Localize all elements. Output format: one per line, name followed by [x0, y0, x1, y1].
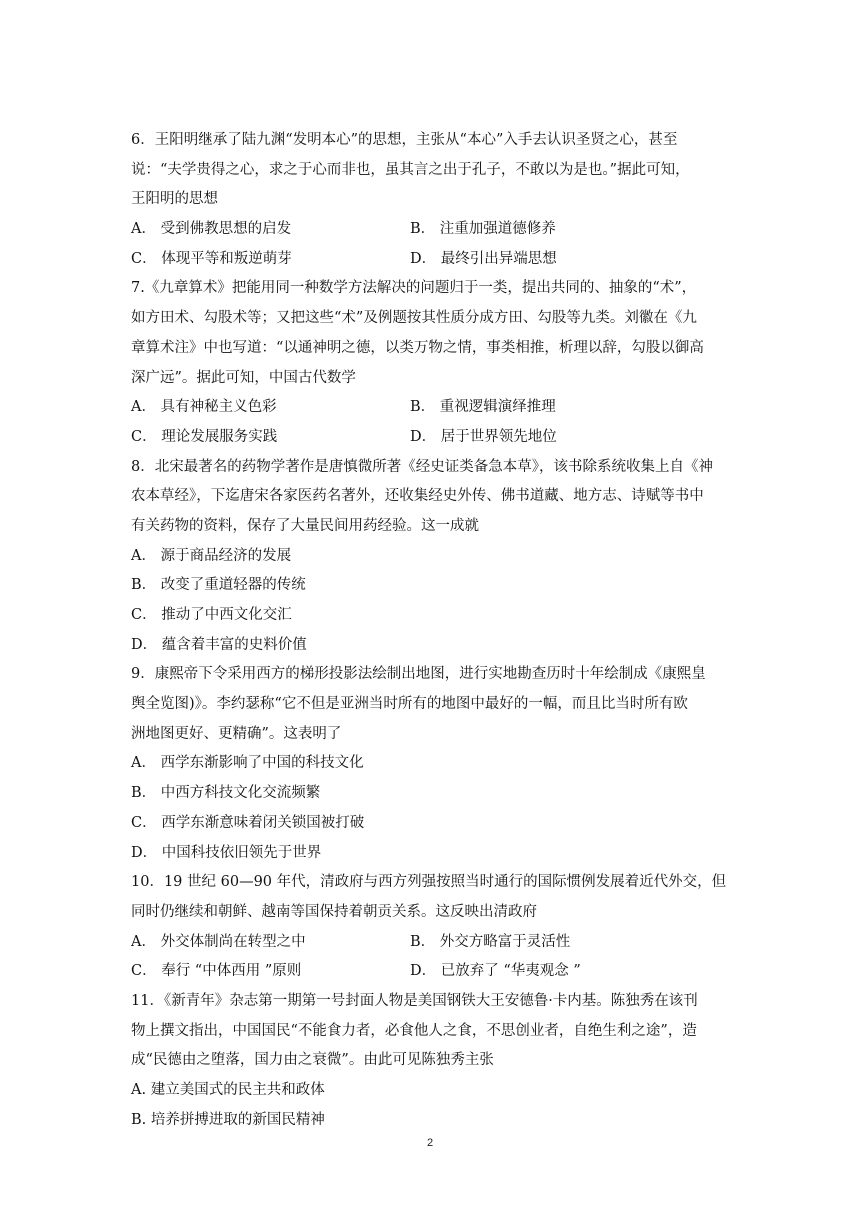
- option-a: A． 具有神秘主义色彩: [131, 399, 277, 416]
- question-text-line: 7.《九章算术》把能用同一种数学方法解决的问题归于一类，提出共同的、抽象的“术”，: [131, 280, 697, 297]
- question-text-line: 王阳明的思想: [131, 191, 218, 208]
- option-b: B． 改变了重道轻器的传统: [131, 577, 306, 594]
- option-a: A． 源于商品经济的发展: [131, 547, 292, 564]
- option-b: B． 注重加强道德修养: [410, 221, 556, 238]
- option-b: B. 培养拼搏进取的新国民精神: [131, 1111, 325, 1128]
- options-row: [131, 423, 731, 453]
- question-text-line: 11．《新青年》杂志第一期第一号封面人物是美国钢铁大王安德鲁·卡内基。陈独秀在该刊: [131, 992, 698, 1009]
- question-text-line: 成“民德由之堕落，国力由之衰微”。由此可见陈独秀主张: [131, 1052, 494, 1069]
- option-c: C． 西学东渐意味着闭关锁国被打破: [131, 814, 365, 831]
- option-d: D． 中国科技依旧领先于世界: [131, 844, 322, 861]
- question-text-line: 6．王阳明继承了陆九渊“发明本心”的思想，主张从“本心”入手去认识圣贤之心，甚至: [131, 132, 678, 148]
- options-row: [131, 215, 731, 245]
- option-d: D． 居于世界领先地位: [410, 428, 557, 445]
- option-c: C． 理论发展服务实践: [131, 428, 278, 445]
- option-a: A． 西学东渐影响了中国的科技文化: [131, 755, 364, 772]
- options-row: [131, 928, 731, 958]
- option-b: B． 重视逻辑演绎推理: [410, 399, 556, 416]
- question-text-line: 如方田术、勾股术等；又把这些“术”及例题按其性质分成方田、勾股等九类。刘徽在《九: [131, 310, 697, 327]
- page-number: 2: [426, 1137, 434, 1149]
- question-text-line: 8．北宋最著名的药物学著作是唐慎微所著《经史证类备急本草》，该书除系统收集上自《神: [131, 458, 713, 475]
- question-6: [131, 126, 731, 274]
- question-text-line: 同时仍继续和朝鲜、越南等国保持着朝贡关系。这反映出清政府: [131, 903, 537, 920]
- question-list: [131, 126, 731, 1135]
- option-a: A. 建立美国式的民主共和政体: [131, 1082, 325, 1098]
- question-10: [131, 868, 731, 987]
- options-row: [131, 245, 731, 275]
- question-text-line: 9．康熙帝下令采用西方的梯形投影法绘制出地图，进行实地勘查历时十年绘制成《康熙皇: [131, 666, 706, 683]
- options-row: [131, 957, 731, 987]
- option-d: D． 已放弃了 “华夷观念 ”: [410, 963, 581, 980]
- question-9: [131, 660, 731, 868]
- option-d: D． 蕴含着丰富的史料价值: [131, 636, 307, 653]
- question-text-line: 有关药物的资料，保存了大量民间用药经验。这一成就: [131, 517, 479, 534]
- question-8: [131, 453, 731, 661]
- question-text-line: 深广远”。据此可知，中国古代数学: [131, 369, 356, 386]
- option-a: A． 外交体制尚在转型之中: [131, 933, 306, 950]
- question-text-line: 说：“夫学贵得之心，求之于心而非也，虽其言之出于孔子，不敢以为是也。”据此可知，: [131, 161, 690, 178]
- question-text-line: 农本草经》，下迄唐宋各家医药名著外，还收集经史外传、佛书道藏、地方志、诗赋等书中: [131, 488, 704, 505]
- option-c: C． 推动了中西文化交汇: [131, 607, 292, 623]
- question-7: [131, 274, 731, 452]
- option-b: B． 中西方科技文化交流频繁: [131, 785, 321, 802]
- question-text-line: 洲地图更好、更精确”。这表明了: [131, 725, 342, 742]
- question-text-line: 10．19 世纪 60—90 年代，清政府与西方列强按照当时通行的国际惯例发展着近代外交，但: [131, 874, 727, 891]
- option-a: A． 受到佛教思想的启发: [131, 221, 292, 238]
- option-c: C． 奉行 “中体西用 ”原则: [131, 963, 302, 980]
- option-b: B． 外交方略富于灵活性: [410, 933, 571, 950]
- question-text-line: 舆全览图)》。李约瑟称“它不但是亚洲当时所有的地图中最好的一幅，而且比当时所有欧: [131, 696, 688, 713]
- question-text-line: 物上撰文指出，中国国民“不能食力者，必食他人之食，不思创业者，自绝生利之途”，造: [131, 1022, 697, 1039]
- option-d: D． 最终引出异端思想: [410, 250, 557, 267]
- option-c: C． 体现平等和叛逆萌芽: [131, 250, 292, 267]
- question-11: [131, 987, 731, 1135]
- options-row: [131, 393, 731, 423]
- question-text-line: 章算术注》中也写道：“以通神明之德，以类万物之情，事类相推，析理以辞，勾股以御高: [131, 339, 704, 356]
